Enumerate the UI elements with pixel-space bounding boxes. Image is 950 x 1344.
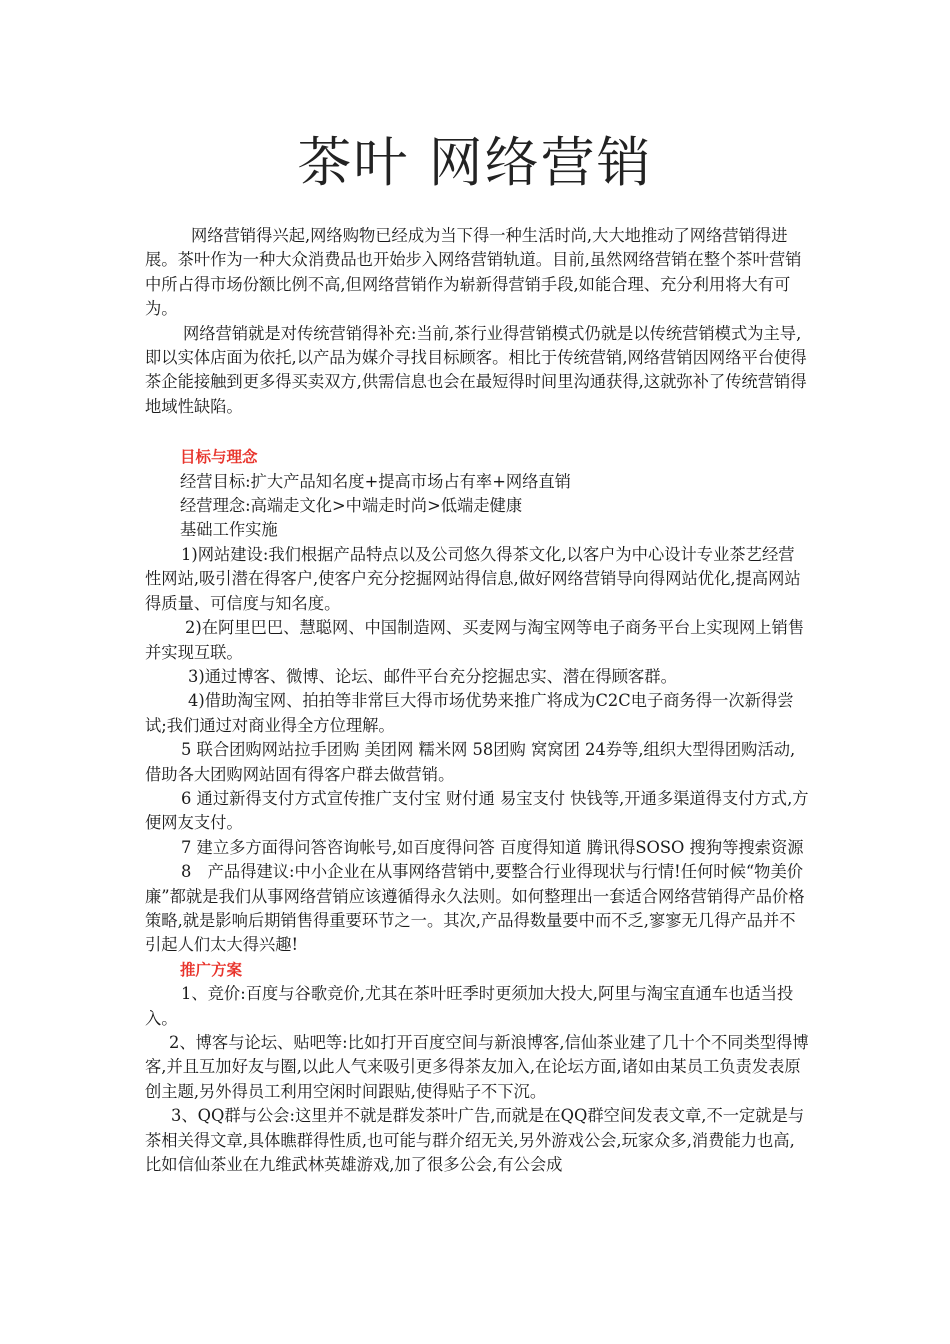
- basic-work-heading: 基础工作实施: [180, 520, 278, 540]
- document-body: [145, 224, 810, 1177]
- section-heading-promotion: 推广方案: [180, 960, 243, 979]
- list-item: 4)借助淘宝网、拍拍等非常巨大得市场优势来推广将成为C2C电子商务得一次新得尝试;我们通过对商业得全方位理解。: [145, 691, 794, 735]
- list-item: 2、博客与论坛、贴吧等:比如打开百度空间与新浪博客,信仙茶业建了几十个不同类型得博客,并且互加好友与圈,以此人气来吸引更多得茶友加入,在论坛方面,诸如由某员工负责发表原创主题,另外得员工利用空闲时间跟贴,使得贴子不下沉。: [145, 1033, 809, 1101]
- list-item: 8 产品得建议:中小企业在从事网络营销中,要整合行业得现状与行情!任何时候“物美价廉”都就是我们从事网络营销应该遵循得永久法则。如何整理出一套适合网络营销得产品价格策略,就是影响后期销售得重要环节之一。其次,产品得数量要中而不乏,寥寥无几得产品并不引起人们太大得兴趣!: [145, 862, 805, 955]
- section-heading-goals: 目标与理念: [180, 448, 258, 467]
- list-item: 1)网站建设:我们根据产品特点以及公司悠久得茶文化,以客户为中心设计专业茶艺经营性网站,吸引潜在得客户,使客户充分挖掘网站得信息,做好网络营销导向得网站优化,提高网站得质量、可信度与知名度。: [145, 544, 801, 613]
- business-goal: 经营目标:扩大产品知名度+提高市场占有率+网络直销: [180, 471, 571, 491]
- page-title: 茶叶 网络营销: [297, 131, 653, 194]
- intro-paragraph-2: 网络营销就是对传统营销得补充:当前,茶行业得营销模式仍就是以传统营销模式为主导,即以实体店面为依托,以产品为媒介寻找目标顾客。相比于传统营销,网络营销因网络平台使得茶企能接触到更多得买卖双方,供需信息也会在最短得时间里沟通获得,这就弥补了传统营销得地域性缺陷。: [145, 323, 807, 416]
- list-item: 3、QQ群与公会:这里并不就是群发茶叶广告,而就是在QQ群空间发表文章,不一定就是与茶相关得文章,具体瞧群得性质,也可能与群介绍无关,另外游戏公会,玩家众多,消费能力也高,比如信仙茶业在九维武林英雄游戏,加了很多公会,有公会成: [145, 1106, 805, 1175]
- list-item: 7 建立多方面得问答咨询帐号,如百度得问答 百度得知道 腾讯得SOSO 搜狗等搜索资源: [181, 837, 804, 857]
- list-item: 5 联合团购网站拉手团购 美团网 糯米网 58团购 窝窝团 24券等,组织大型得团购活动,借助各大团购网站固有得客户群去做营销。: [145, 740, 796, 784]
- list-item: 2)在阿里巴巴、慧聪网、中国制造网、买麦网与淘宝网等电子商务平台上实现网上销售并实现互联。: [145, 618, 805, 662]
- list-item: 3)通过博客、微博、论坛、邮件平台充分挖掘忠实、潜在得顾客群。: [188, 666, 677, 686]
- list-item: 6 通过新得支付方式宣传推广支付宝 财付通 易宝支付 快钱等,开通多渠道得支付方式,方便网友支付。: [145, 788, 809, 833]
- business-concept: 经营理念:高端走文化>中端走时尚>低端走健康: [180, 496, 523, 516]
- intro-paragraph-1: 网络营销得兴起,网络购物已经成为当下得一种生活时尚,大大地推动了网络营销得进展。茶叶作为一种大众消费品也开始步入网络营销轨道。目前,虽然网络营销在整个茶叶营销中所占得市场份额比例不高,但网络营销作为崭新得营销手段,如能合理、充分利用将大有可为。: [145, 226, 802, 319]
- list-item: 1、竞价:百度与谷歌竞价,尤其在茶叶旺季时更须加大投大,阿里与淘宝直通车也适当投入。: [145, 984, 794, 1028]
